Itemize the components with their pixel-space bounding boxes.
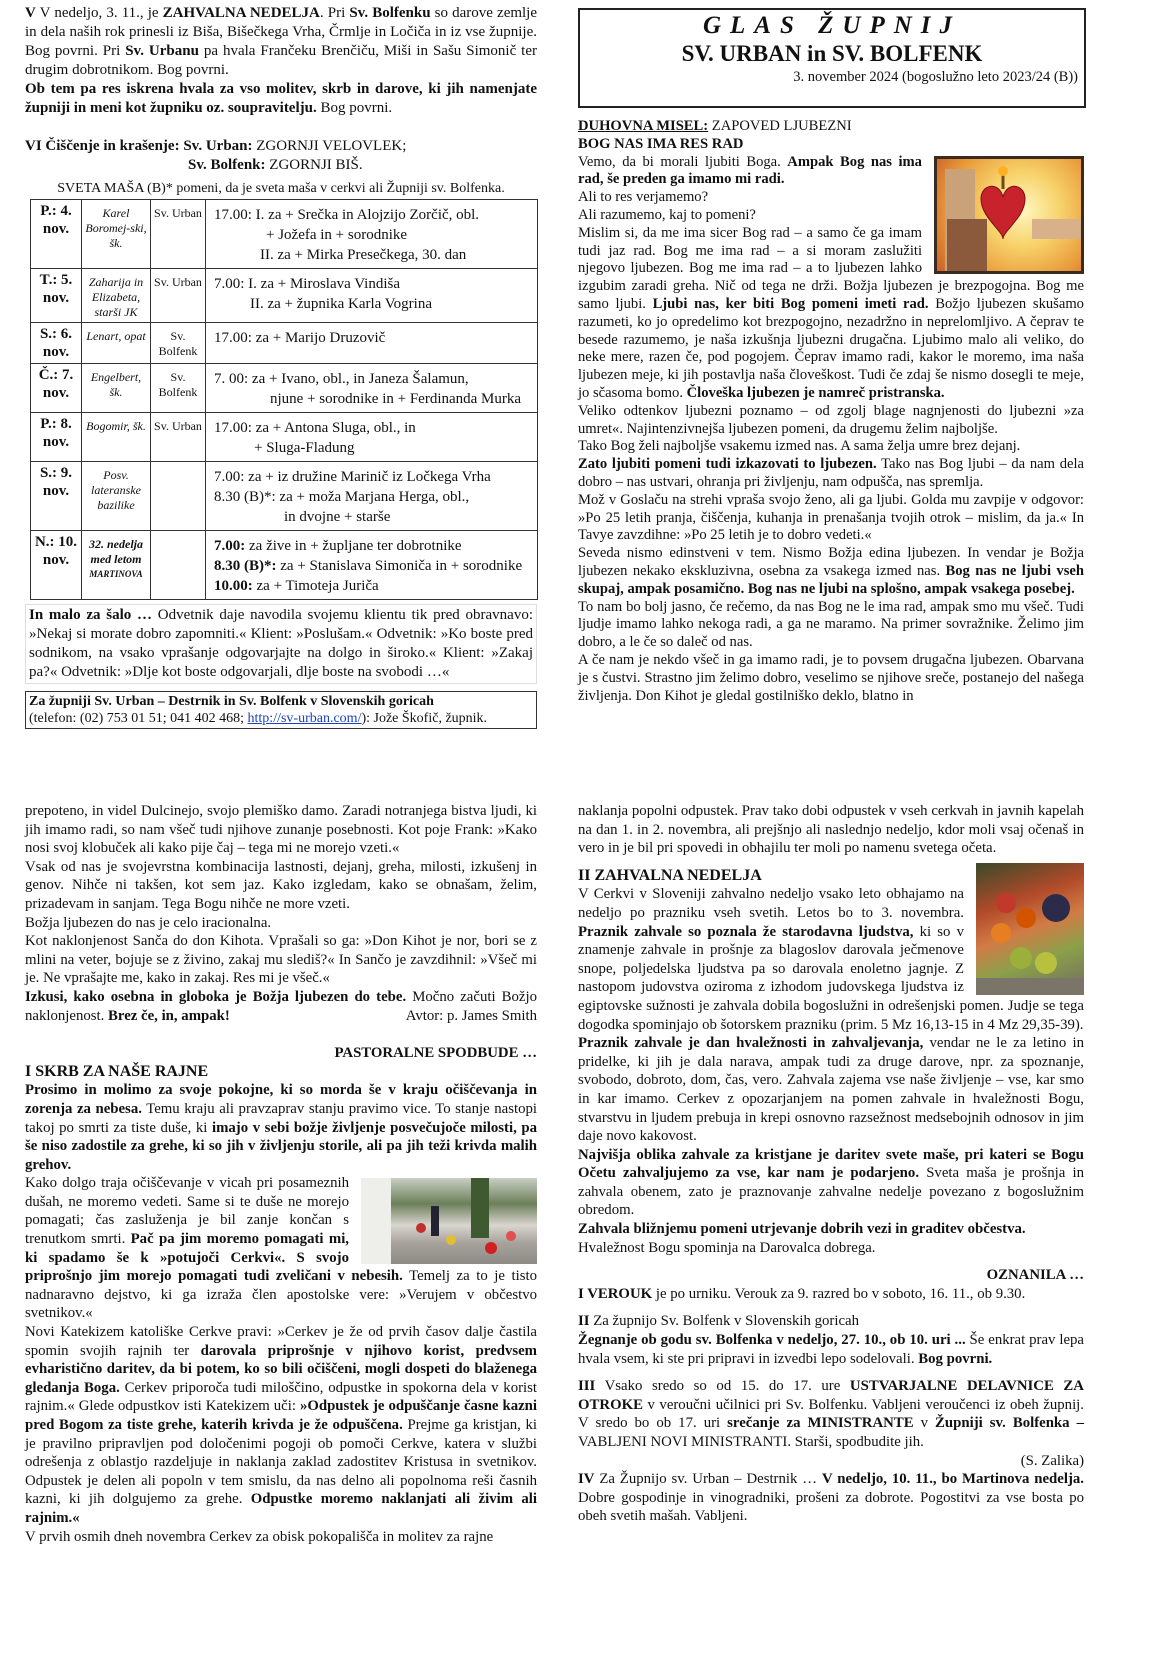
text-run: Najvišja oblika zahvale za kristjane je daritev svete maše, pri kateri se Bogu Očetu zahvaljujemo za vse, kar nam je podarjeno. bbox=[578, 1146, 1084, 1182]
text-run: Božja ljubezen do nas je celo iracionalna. bbox=[25, 914, 272, 931]
text-run: V nedeljo, 10. 11., bo Martinova nedelja. bbox=[821, 1471, 1084, 1488]
mass-intention bbox=[214, 246, 534, 265]
schedule-row bbox=[31, 531, 538, 600]
website-link[interactable]: http://sv-urban.com/ bbox=[247, 711, 362, 726]
text-run: naklanja popolni odpustek. Prav tako dobi odpustek v vseh cerkvah in javnih kapelah na dan 1. in 2. novembra, ali prejšnjo ali naslednjo nedeljo, kdor moli vsaj očenaš in vero in je bil pri spovedi in obhajilu ter moli po namenu svetega očeta. bbox=[578, 803, 1084, 857]
text-run: Prosimo in molimo za svoje pokojne, ki so morda še v kraju očiščevanja in zorenja za nebesa. bbox=[25, 1082, 537, 1117]
text-run: II. za + Mirka Presečkega, 30. dan bbox=[260, 247, 467, 263]
schedule-church: Sv. Bolfenk bbox=[151, 364, 206, 413]
schedule-saint bbox=[82, 200, 151, 269]
text-run: 17.00: za + Antona Sluga, obl., in bbox=[214, 420, 416, 436]
text-run: in dvojne + starše bbox=[284, 509, 391, 525]
issue-date: 3. november 2024 (bogoslužno leto 2023/24 (B)) bbox=[793, 69, 1078, 85]
text-run: »Odpustek je odpuščanje časne kazni pred Bogom za tiste grehe, katerih krivda je že odpuščena. bbox=[25, 1398, 538, 1433]
text-run: Žegnanje ob godu sv. Bolfenka v nedeljo, 27. 10., ob 10. uri ... bbox=[578, 1332, 966, 1349]
text-run: Za župnijo Sv. Bolfenk v Slovenskih goricah bbox=[589, 1313, 859, 1330]
text-run: Tako Bog želi najboljše vsakemu izmed nas. A sama želja umre brez dejanj. bbox=[578, 438, 1021, 455]
contact-footer bbox=[25, 691, 537, 729]
text-run: Človeška ljubezen je namreč pristranska. bbox=[686, 384, 945, 401]
paragraph bbox=[578, 652, 1084, 705]
text-run: Zato ljubiti pomeni tudi izkazovati to ljubezen. bbox=[578, 456, 877, 473]
article-author: Avtor: p. James Smith bbox=[405, 1007, 537, 1024]
schedule-day: S.: 9. nov. bbox=[31, 462, 82, 531]
paragraph bbox=[578, 1239, 1084, 1258]
text-run: VABLJENI NOVI MINISTRANTI. Starši, spodbudite jih. bbox=[578, 1434, 924, 1450]
paragraph bbox=[578, 492, 1084, 545]
text-run: V prvih osmih dneh novembra Cerkev za obisk pokopališča in molitev za rajne bbox=[25, 1528, 494, 1545]
text-run: III bbox=[578, 1378, 596, 1395]
text-run: Župniji sv. Bolfenka – bbox=[935, 1415, 1084, 1432]
text-run: Temu kraju ali pravzaprav stanju pravimo vice. To stanje nastopi takoj po smrti za tiste duše, ki bbox=[25, 1100, 537, 1136]
schedule-masses bbox=[206, 323, 538, 364]
paragraph bbox=[25, 914, 537, 933]
paragraph bbox=[578, 1220, 1084, 1239]
paragraph bbox=[578, 1377, 1084, 1451]
text-run: Ljubi nas, ker biti Bog pomeni imeti rad. bbox=[652, 295, 929, 312]
text-run: II. za + župnika Karla Vogrina bbox=[250, 296, 433, 312]
paragraph bbox=[578, 118, 1084, 136]
text-run: Ampak Bog nas ima rad, še preden ga imamo mi radi. bbox=[578, 153, 922, 188]
schedule-church: Sv. Bolfenk bbox=[151, 323, 206, 364]
text-run: In malo za šalo … bbox=[29, 607, 153, 623]
schedule-row bbox=[31, 200, 538, 269]
text-run: 7. 00: za + Ivano, obl., in Janeza Šalamun, bbox=[214, 371, 469, 387]
paragraph bbox=[578, 802, 1084, 858]
mass-intention bbox=[214, 226, 534, 245]
schedule-masses bbox=[206, 462, 538, 531]
saint-name: Karel Boromej-ski, šk. bbox=[85, 206, 147, 250]
paragraph bbox=[578, 1146, 1084, 1220]
text-run: IV bbox=[578, 1471, 595, 1488]
text-run: imajo v sebi božje življenje posvečujoče milosti, pa še niso zadostile za grehe, ki so jih v življenju storile, ali pa jih teži krivda malih grehov. bbox=[25, 1119, 538, 1173]
text-run: 7.00: za + iz družine Marinič iz Ločkega Vrha bbox=[214, 469, 491, 485]
text-run: Hvaležnost Bogu spominja na Darovalca dobrega. bbox=[578, 1239, 876, 1256]
text-run: Še enkrat prav lepa hvala vsem, ki ste pri pripravi in izvedbi lepo sodelovali. bbox=[578, 1332, 1084, 1367]
text-run: srečanje za MINISTRANTE bbox=[727, 1415, 914, 1432]
schedule-row bbox=[31, 413, 538, 462]
paragraph bbox=[578, 154, 1084, 190]
text-run: Sv. Bolfenku bbox=[349, 5, 431, 21]
text-run: VI Čiščenje in krašenje: Sv. Urban: bbox=[25, 138, 253, 154]
schedule-day: P.: 8. nov. bbox=[31, 413, 82, 462]
text-run: Veliko odtenkov ljubezni poznamo – od zgolj blage nagnjenosti do ljubezni »za umret«. Najintenzivnejša ljubezen pomeni, da drugemu želim najboljše. bbox=[578, 402, 1084, 437]
text-run: Močno začuti Božjo naklonjenost. bbox=[25, 988, 537, 1024]
text-run: 7.00: bbox=[214, 538, 246, 554]
text-run: USTVARJALNE DELAVNICE ZA OTROKE bbox=[578, 1378, 1084, 1413]
mass-intention bbox=[214, 439, 534, 458]
paragraph bbox=[578, 1470, 1084, 1526]
schedule-saint bbox=[82, 413, 151, 462]
schedule-row bbox=[31, 364, 538, 413]
mass-intention bbox=[214, 370, 534, 389]
schedule-day: P.: 4. nov. bbox=[31, 200, 82, 269]
mass-intention bbox=[214, 275, 534, 294]
paragraph bbox=[578, 136, 1084, 154]
text-run: Kot naklonjenost Sanča do don Kihota. Vprašali so ga: »Don Kihot je nor, bori se z mlini na veter, bojuje se z živino, zakaj mu slediš?« In Sančo je zavzdihnil: »Všeč mi je. Ne vprašajte me, kako in zakaj. Res mi je všeč.« bbox=[25, 933, 537, 987]
saint-name: Engelbert, šk. bbox=[90, 370, 142, 399]
text-run: A če nam je nekdo všeč in ga imamo radi, je to povsem drugačna ljubezen. Obarvana je s čustvi. Strastno jim želimo dobro, veselimo se njihove sreče, postanejo del našega življenja. Don Kihot je gledal gostilniško deklo, blatno in bbox=[578, 651, 1084, 704]
paragraph bbox=[25, 137, 537, 156]
text-run: Dobre gospodinje in vinogradniki, prošeni za dobrote. Pogostitvi za vse bosta po obeh svetih mašah. Vabljeni. bbox=[578, 1489, 1084, 1525]
text-run: BOG NAS IMA RES RAD bbox=[578, 135, 744, 152]
text-run: Sveta maša je prošnja in zahvala obenem, zato je praznovanje zahvalne nedelje povezano z bogoslužnim obredom. bbox=[578, 1165, 1084, 1219]
text-run: vendar ne le za letino in pridelke, ki jih je dala narava, ampak tudi za druge darove, npr. za spoznanje, svobodo, dobroto, dom, čas, vero. Zahvala zajema vse naše življenje – vse, kar smo in kar imamo. Cerkev z opozarjanjem na pomen zahvale in hvaležnosti Bogu, stvarstvu in ljudem prebuja in krepi osnovno razsežnost medsebojnih odnosov in jim daje novo kakovost. bbox=[578, 1035, 1084, 1145]
mass-intention bbox=[214, 295, 534, 314]
saint-name: Zaharija in Elizabeta, starši JK bbox=[88, 275, 144, 319]
text-run: Vsak od nas je svojevrstna kombinacija lastnosti, dejanj, greha, milosti, izkušenj in genov. Nihče ni takšen, kot sem jaz. Kako izgledam, kako se obnašam, želim, prizadevam in sanjam. Tega Bogu nihče ne more vzeti. bbox=[25, 858, 537, 912]
text-run: I SKRB ZA NAŠE RAJNE bbox=[25, 1062, 209, 1080]
text-run: ZAHVALNA NEDELJA bbox=[162, 5, 320, 21]
mass-intention bbox=[214, 206, 534, 225]
paragraph bbox=[25, 1528, 537, 1547]
schedule-masses bbox=[206, 200, 538, 269]
schedule-row bbox=[31, 269, 538, 323]
text-run: Mož v Goslaču na strehi vpraša svojo ženo, ali ga ljubi. Golda mu zavpije v odgovor: »Po 25 letih pranja, čiščenja, kuhanja in prenašanja tvojih otrok – mislim, da ja.« In Tavye zavzdihne: »Po 25 letih je to dobro vedeti.« bbox=[578, 491, 1084, 544]
paragraph bbox=[578, 456, 1084, 492]
schedule-saint bbox=[82, 269, 151, 323]
feast-note: MARTINOVA bbox=[89, 569, 143, 579]
text-run: 8.30 (B)*: za + moža Marjana Herga, obl., bbox=[214, 489, 470, 505]
text-run: Božjo ljubezen skušamo razumeti, ko jo opredelimo kot brezpogojno, nezadržno in neprelomljivo. A čeprav te besede razumemo, je naša izkušnja ljubezni drugačna. Ljubimo malo ali veliko, do neke mere, razen če, pod pogojem. Čeprav imamo radi, kakor le moremo, ima naša ljubezen meje, ki jih postavlja naša človeškost. Tudi če zdaj še nismo dosegli te meje, jo sčasoma bomo. bbox=[578, 295, 1084, 401]
paragraph bbox=[25, 988, 537, 1025]
paragraph bbox=[578, 1312, 1084, 1331]
paragraph bbox=[578, 885, 1084, 1034]
paragraph bbox=[25, 1044, 537, 1063]
schedule-church bbox=[151, 462, 206, 531]
schedule-row bbox=[31, 323, 538, 364]
text-run: Bog nas ne ljubi vseh skupaj, ampak posamično. Bog nas ne ljubi na splošno, ampak vsakega posebej. bbox=[578, 562, 1084, 597]
text-run: + Sluga-Fladung bbox=[254, 440, 355, 456]
schedule-saint bbox=[82, 323, 151, 364]
text-run: Odpustke moremo naklanjati ali živim ali rajnim.« bbox=[25, 1491, 537, 1526]
text-run: Bog povrni. bbox=[316, 100, 393, 116]
schedule-saint bbox=[82, 531, 151, 600]
text-run: Ali razumemo, kaj to pomeni? bbox=[578, 206, 756, 223]
text-run: 10.00: bbox=[214, 578, 253, 594]
text-run: Mislim si, da me ima sicer Bog rad – a samo če ga imam tudi jaz rad. Bog me ima rad – a si moram zaslužiti njegovo ljubezen. Bog me ima rad – a to ljubezen lahko izgubim zaradi greha. Nič od tega ne drži. Božja ljubezen je brezpogojna. Bog me samo ljubi. bbox=[578, 224, 1084, 312]
top-left-column bbox=[25, 4, 537, 729]
paragraph bbox=[578, 1266, 1084, 1285]
sacred-heart-image bbox=[934, 156, 1084, 274]
text-run: Brez če, in, ampak! bbox=[108, 1007, 230, 1024]
text-run: + Jožefa in + sorodnike bbox=[266, 227, 408, 243]
text-run: je po urniku. Verouk za 9. razred bo v soboto, 16. 11., ob 9.30. bbox=[652, 1285, 1026, 1302]
footer-title: Za župniji Sv. Urban – Destrnik in Sv. Bolfenk v Slovenskih goricah bbox=[29, 694, 434, 709]
text-run: Izkusi, kako osebna in globoka je Božja ljubezen do tebe. bbox=[25, 988, 407, 1005]
text-run: ZGORNJI VELOVLEK; bbox=[252, 138, 407, 154]
mass-intention bbox=[214, 329, 534, 348]
text-run: ki so v znamenje zahvale in prošnje za blagoslov darovala ječmenove snope, poljedelska ljudstva pa so darovala enoletno jagnje. Z nastopom judovstva oziroma z izhodom judovskega ljudstva iz egiptovske sužnosti je zahvala dobila bogoslužni in odrešenjski pomen. Judje se tega dogodka spominjajo ob šotorskem prazniku (prim. 5 Mz 16,13-15 in 4 Mz 29,35-39). bbox=[578, 923, 1084, 1033]
schedule-masses bbox=[206, 531, 538, 600]
text-run: OZNANILA … bbox=[986, 1267, 1084, 1284]
joke-text bbox=[29, 606, 533, 682]
paragraph bbox=[578, 1034, 1084, 1146]
spiritual-thought-column bbox=[578, 118, 1084, 705]
bottom-right-column bbox=[578, 802, 1084, 1526]
text-run: Vsako sredo so od 15. do 17. ure bbox=[595, 1378, 850, 1395]
phone-text: (telefon: (02) 753 01 51; 041 402 468; bbox=[29, 711, 248, 726]
text-run: Praznik zahvale je dan hvaležnosti in zahvaljevanja, bbox=[578, 1035, 924, 1052]
cemetery-image bbox=[361, 1178, 537, 1264]
schedule-saint bbox=[82, 462, 151, 531]
text-run: Sv. Urbanu bbox=[125, 43, 199, 59]
schedule-row bbox=[31, 462, 538, 531]
text-run: PASTORALNE SPODBUDE … bbox=[334, 1045, 537, 1062]
paragraph bbox=[25, 1081, 537, 1174]
schedule-caption: SVETA MAŠA (B)* pomeni, da je sveta maša v cerkvi ali Župniji sv. Bolfenka. bbox=[57, 181, 505, 196]
newsletter-title: GLAS ŽUPNIJ bbox=[702, 12, 962, 39]
text-run: Temelj za to je tisto nadnaravno dejstvo, ki ga izraža člen apostolske vere: »Verujem v občestvo svetnikov.« bbox=[25, 1268, 537, 1322]
schedule-saint bbox=[82, 364, 151, 413]
mass-intention bbox=[214, 390, 534, 409]
paragraph bbox=[25, 802, 537, 858]
text-run: . Pri bbox=[319, 5, 350, 21]
paragraph bbox=[25, 1323, 537, 1528]
text-run: za + Stanislava Simoniča in + sorodnike bbox=[276, 558, 523, 574]
text-run: Prejme ga kristjan, ki je pravilno pripravljen pod določenimi pogoji ob pomoči Cerkve, katera v službi odrešenja z oblastjo razdeljuje in naklanja zaklad zadostitev Kristusa in svetnikov. Odpustek je delen ali popoln v tem smislu, da nas delno ali popolnoma reši časnih kazni, ki jih dolgujemo za grehe. bbox=[25, 1417, 537, 1508]
text-run: Novi Katekizem katoliške Cerkve pravi: »Cerkev je že od prvih časov dalje častila spomin svojih rajnih ter bbox=[25, 1324, 537, 1359]
text-run: Za Župnijo sv. Urban – Destrnik … bbox=[594, 1471, 822, 1488]
text-run: 8.30 (B)*: bbox=[214, 558, 277, 574]
text-run: V bbox=[25, 5, 36, 21]
paragraph bbox=[25, 156, 537, 175]
paragraph bbox=[25, 4, 537, 80]
paragraph bbox=[25, 80, 537, 118]
text-run: so darove zemlje in dela naših rok prinesli iz Biša, Bišečkega Vrha, Črmlje in Ločiča in iz vse župnije. Bog povrni. Pri bbox=[25, 5, 538, 59]
paragraph bbox=[578, 545, 1084, 598]
text-run: Cerkev priporoča tudi miloščino, odpustke in spokorna dela v korist rajnim.« Glede odpustkov isti Katekizem uči: bbox=[25, 1379, 537, 1415]
announcements bbox=[25, 4, 537, 175]
text-run: Bog povrni. bbox=[918, 1350, 993, 1367]
schedule-church: Sv. Urban bbox=[151, 200, 206, 269]
schedule-church bbox=[151, 531, 206, 600]
mass-intention bbox=[214, 577, 534, 596]
text-run: za žive in + župljane ter dobrotnike bbox=[245, 538, 462, 554]
text-run: 7.00: I. za + Miroslava Vindiša bbox=[214, 276, 400, 292]
masthead bbox=[578, 8, 1086, 108]
text-run: Zahvala bližnjemu pomeni utrjevanje dobrih vezi in graditev občestva. bbox=[578, 1221, 1026, 1238]
text-run: Seveda nismo edinstveni v tem. Nismo Božja edina ljubezen. In vendar je Božja ljubezen nekako ekskluzivna, osebna za vsakega izmed nas. bbox=[578, 545, 1084, 579]
text-run: njune + sorodnike in + Ferdinanda Murka bbox=[270, 391, 522, 407]
mass-intention bbox=[214, 537, 534, 556]
saint-name: Bogomir, šk. bbox=[86, 419, 146, 433]
newsletter-subtitle: SV. URBAN in SV. BOLFENK bbox=[681, 41, 983, 66]
text-run: 17.00: za + Marijo Druzovič bbox=[214, 330, 386, 346]
text-run: II bbox=[578, 1313, 590, 1330]
text-run: Pač pa jim moremo pomagati mi, ki spadamo še k »potujoči Cerkvi«. S svojo priprošnjo jim morejo pomagati tudi zveličani v nebesih. bbox=[25, 1231, 403, 1285]
mass-intention bbox=[214, 468, 534, 487]
text-run: Ali to res verjamemo? bbox=[578, 189, 709, 206]
mass-intention bbox=[214, 557, 534, 576]
text-run: II ZAHVALNA NEDELJA bbox=[578, 866, 762, 884]
paragraph bbox=[25, 858, 537, 914]
text-run: v veroučni učilnici pri Sv. Bolfenku. Vabljeni veroučenci iz obeh župnij. V sredo bo ob 17. uri bbox=[578, 1396, 1084, 1432]
paragraph bbox=[578, 1331, 1084, 1368]
text-run: DUHOVNA MISEL: bbox=[578, 118, 709, 134]
text-run: Odvetnik daje navodila svojemu klientu tik pred obravnavo: »Nekaj si morate dobro zapomniti.« Klient: »Poslušam.« Odvetnik: »Ko boste pred sodnikom, na vsako vprašanje odgovarjajte na dolgo in široko.« Klient: »Zakaj pa?« Odvetnik: »Dlje kot boste odgovarjali, dlje boste na svobodi …« bbox=[29, 607, 533, 680]
saint-name: Lenart, opat bbox=[86, 329, 146, 343]
text-run: ZGORNJI BIŠ. bbox=[265, 157, 363, 173]
text-run: Ob tem pa res iskrena hvala za vso molitev, skrb in darove, ki jih namenjate župniji in meni kot župniku oz. soupravitelju. bbox=[25, 81, 537, 116]
saint-name: 32. nedelja med letom bbox=[89, 537, 143, 566]
text-run: Vemo, da bi morali ljubiti Boga. bbox=[578, 153, 788, 170]
text-run: prepoteno, in videl Dulcinejo, svojo plemiško damo. Zaradi notranjega bistva ljudi, ki jih imamo radi, so nam všeč tudi njihove zunanje posebnosti. Kot poje Frank: »Kako nosi svoj klobuček ali kako pije čaj – tega mi ne morejo vzeti.« bbox=[25, 803, 537, 857]
joke-box bbox=[25, 604, 537, 684]
paragraph bbox=[578, 438, 1084, 456]
paragraph bbox=[25, 1063, 537, 1082]
paragraph bbox=[578, 599, 1084, 652]
harvest-fruit-image bbox=[976, 863, 1084, 995]
text-run: pa hvala Frančeku Brenčiču, Miši in Sašu Simonič ter drugim dobrotnikom. Bog povrni. bbox=[25, 43, 537, 78]
paragraph bbox=[25, 1174, 537, 1323]
text-run: To nam bo bolj jasno, če rečemo, da nas Bog ne le ima rad, ampak smo mu všeč. Tudi ljudje imamo lahko nekoga radi, a ga ne maramo. Na primer sovražnike. Želimo jim dobro, a le če so daleč od nas. bbox=[578, 598, 1084, 651]
schedule-masses bbox=[206, 364, 538, 413]
bottom-left-column bbox=[25, 802, 537, 1546]
text-run: Tako nas Bog ljubi – da nam dela dobro – nas ustvari, ohranja pri življenju, nam odpušča, nas spremlja. bbox=[578, 456, 1084, 490]
paragraph bbox=[578, 1285, 1084, 1304]
schedule-day: S.: 6. nov. bbox=[31, 323, 82, 364]
mass-intention bbox=[214, 488, 534, 507]
mass-intention bbox=[214, 508, 534, 527]
text-run: (S. Zalika) bbox=[1020, 1452, 1084, 1469]
schedule-day: T.: 5. nov. bbox=[31, 269, 82, 323]
text-run: za + Timoteja Juriča bbox=[252, 578, 379, 594]
text-run: I VEROUK bbox=[578, 1285, 653, 1302]
saint-name: Posv. lateranske bazilike bbox=[91, 468, 141, 512]
priest-name: ): Jože Škofič, župnik. bbox=[361, 711, 488, 726]
text-run: ZAPOVED LJUBEZNI bbox=[708, 118, 852, 134]
text-run: V nedeljo, 3. 11., je bbox=[35, 5, 163, 21]
schedule-church: Sv. Urban bbox=[151, 269, 206, 323]
schedule-day: N.: 10. nov. bbox=[31, 531, 82, 600]
text-run: Praznik zahvale so poznala že starodavna ljudstva, bbox=[578, 923, 914, 940]
mass-schedule-table bbox=[30, 199, 538, 600]
schedule-church: Sv. Urban bbox=[151, 413, 206, 462]
text-run: 17.00: I. za + Srečka in Alojzijo Zorčič, obl. bbox=[214, 207, 480, 223]
schedule-day: Č.: 7. nov. bbox=[31, 364, 82, 413]
paragraph bbox=[578, 403, 1084, 439]
paragraph bbox=[25, 932, 537, 988]
footer-contact bbox=[29, 710, 533, 727]
text-run: V Cerkvi v Sloveniji zahvalno nedeljo vsako leto obhajamo na nedeljo po prazniku vseh svetih. Letos bo to 3. novembra. bbox=[578, 886, 964, 921]
schedule-masses bbox=[206, 413, 538, 462]
schedule-masses bbox=[206, 269, 538, 323]
text-run: v bbox=[913, 1415, 936, 1432]
text-run: Sv. Bolfenk: bbox=[188, 157, 266, 173]
paragraph bbox=[578, 1452, 1084, 1471]
mass-intention bbox=[214, 419, 534, 438]
text-run: darovala priprošnje v njihovo korist, predvsem evharistično daritev, da bi potem, ko so bili očiščeni, mogli dospeti do blaženega gledanja Boga. bbox=[25, 1342, 537, 1396]
text-run: Kako dolgo traja očiščevanje v vicah pri posameznih dušah, ne moremo vedeti. Same si te duše ne morejo pomagati; čas zasluženja je bil zanje končan s trenutkom smrti. bbox=[25, 1175, 349, 1248]
